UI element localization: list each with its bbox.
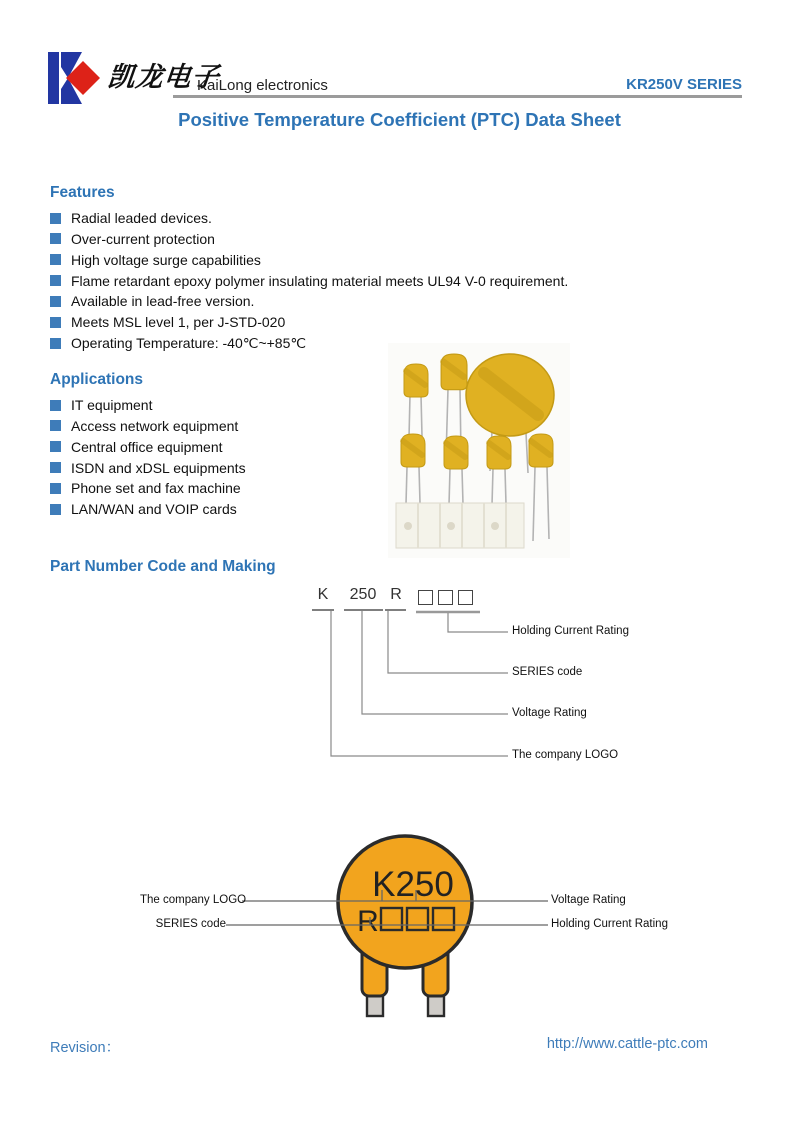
digit-box [458,590,473,605]
feature-item-text: High voltage surge capabilities [71,251,261,268]
logo-chinese-text: 凯龙电子 [106,62,222,93]
header-divider [173,95,742,98]
features-heading: Features [50,184,115,201]
features-list [50,211,670,350]
label-holding-current: Holding Current Rating [512,625,629,637]
marking-label-company-logo: The company LOGO [140,894,247,906]
square-bullet-icon [50,317,61,328]
features-section [50,184,670,357]
part-number-heading: Part Number Code and Making [50,558,276,575]
feature-item [50,274,670,288]
application-item-text: LAN/WAN and VOIP cards [71,501,237,518]
code-series-letter: R [390,586,402,603]
label-company-logo: The company LOGO [512,749,619,761]
square-bullet-icon [50,504,61,515]
marking-label-voltage-rating: Voltage Rating [551,894,626,906]
product-photo [388,343,570,558]
code-logo-letter: K [317,586,329,603]
digit-box [438,590,453,605]
marking-label-series-code: SERIES code [155,918,226,930]
label-voltage-rating: Voltage Rating [512,707,587,719]
square-bullet-icon [50,462,61,473]
part-number-connector-lines [300,586,760,771]
feature-item-text: Operating Temperature: -40℃~+85℃ [71,335,307,352]
square-bullet-icon [50,233,61,244]
feature-item-text: Available in lead-free version. [71,293,255,310]
square-bullet-icon [50,483,61,494]
marking-diagram [130,828,678,1020]
large-disc-device [466,354,554,436]
feature-item [50,294,670,308]
applications-heading: Applications [50,371,144,388]
square-bullet-icon [50,296,61,307]
revision-label: Revision： [50,1040,121,1056]
square-bullet-icon [50,254,61,265]
square-bullet-icon [50,275,61,286]
carrier-tape [396,503,524,548]
feature-item [50,232,670,246]
square-bullet-icon [50,441,61,452]
application-item-text: Access network equipment [71,417,239,434]
company-logo-icon [44,49,106,107]
company-name: KaiLong electronics [197,77,328,94]
square-bullet-icon [50,400,61,411]
disc-marking-r: R [357,905,379,938]
code-voltage-number: 250 [349,586,377,603]
application-item-text: IT equipment [71,397,153,413]
feature-item [50,253,670,267]
page-title: Positive Temperature Coefficient (PTC) Data Sheet [178,109,621,130]
square-bullet-icon [50,213,61,224]
feature-item-text: Flame retardant epoxy polymer insulating material meets UL94 V-0 requirement. [71,272,569,289]
feature-item-text: Meets MSL level 1, per J-STD-020 [71,314,286,331]
application-item-text: Central office equipment [71,438,223,455]
label-series-code: SERIES code [512,666,583,678]
feature-item [50,336,670,350]
series-label: KR250V SERIES [626,76,742,93]
digit-box [418,590,433,605]
square-bullet-icon [50,420,61,431]
feature-item [50,211,670,225]
marking-label-holding-current: Holding Current Rating [551,918,668,930]
application-item-text: Phone set and fax machine [71,480,241,497]
feature-item-text: Radial leaded devices. [71,210,212,226]
feature-item-text: Over-current protection [71,230,215,247]
application-item-text: ISDN and xDSL equipments [71,459,246,476]
website-link[interactable]: http://www.cattle-ptc.com [546,1036,708,1052]
square-bullet-icon [50,338,61,349]
feature-item [50,315,670,329]
disc-marking-k250: K250 [372,865,454,904]
part-number-diagram [300,586,760,771]
code-digit-boxes [418,590,473,605]
